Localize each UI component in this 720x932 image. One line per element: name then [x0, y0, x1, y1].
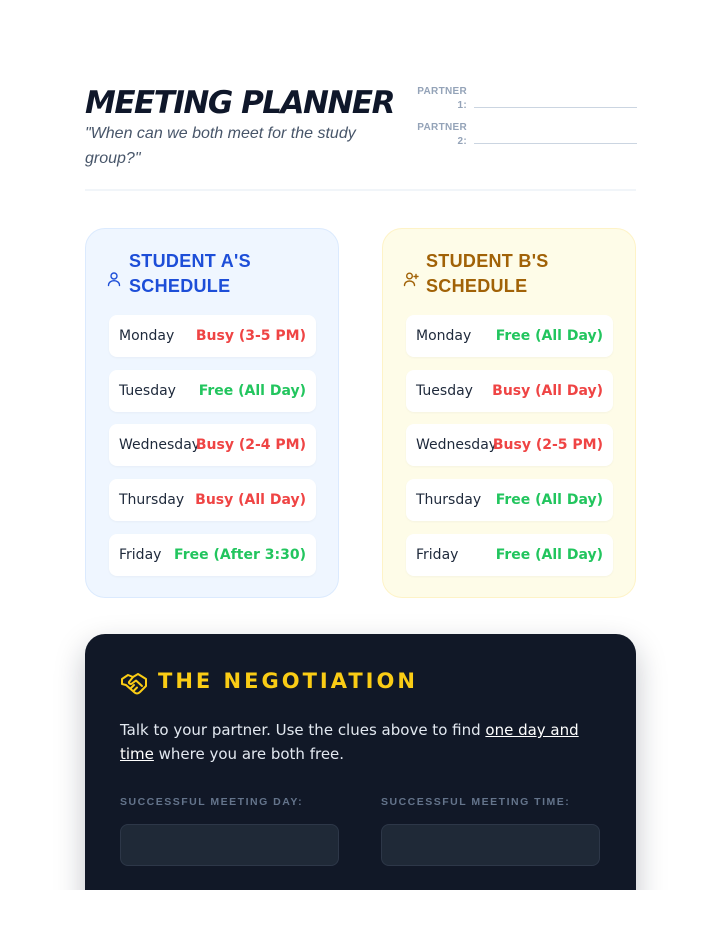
- instructions-text-end: where you are both free.: [153, 745, 345, 763]
- partner-1-label: PARTNER 1:: [417, 86, 467, 111]
- day-label: Wednesday: [119, 437, 201, 454]
- schedule-row-tuesday: [109, 370, 316, 412]
- student-b-rows: [406, 315, 613, 588]
- student-a-header: [106, 249, 328, 303]
- student-a-title: STUDENT A'S SCHEDULE: [129, 251, 251, 296]
- student-b-header: [403, 249, 625, 303]
- meeting-day-label: SUCCESSFUL MEETING DAY:: [120, 796, 304, 808]
- schedule-row-friday: [406, 534, 613, 576]
- schedule-row-tuesday: [406, 370, 613, 412]
- page-subtitle: "When can we both meet for the study group?": [85, 125, 356, 167]
- schedule-row-thursday: [109, 479, 316, 521]
- day-label: Monday: [416, 328, 472, 344]
- student-a-schedule-card: [85, 228, 339, 598]
- schedule-row-monday: [109, 315, 316, 357]
- day-label: Wednesday: [416, 437, 498, 454]
- user-plus-icon: [403, 271, 419, 287]
- day-label: Friday: [416, 546, 459, 563]
- schedule-row-wednesday: [406, 424, 613, 466]
- partner-1-line[interactable]: [474, 107, 637, 108]
- negotiation-instructions: [120, 718, 610, 766]
- day-label: Thursday: [416, 492, 482, 509]
- status-badge: Free (After 3:30): [174, 546, 306, 563]
- day-label: Friday: [119, 546, 162, 563]
- meeting-day-input[interactable]: [120, 824, 339, 866]
- status-badge: Busy (All Day): [195, 492, 306, 509]
- partner-2-label: PARTNER 2:: [417, 122, 467, 147]
- day-label: Monday: [119, 328, 175, 344]
- page-title: MEETING PLANNER: [85, 85, 394, 121]
- schedule-row-monday: [406, 315, 613, 357]
- status-badge: Busy (All Day): [492, 382, 603, 399]
- user-icon: [106, 271, 122, 287]
- status-badge: Free (All Day): [495, 546, 603, 563]
- handshake-icon: [120, 671, 148, 697]
- status-badge: Busy (3-5 PM): [195, 328, 306, 344]
- status-badge: Busy (2-5 PM): [492, 437, 603, 454]
- student-b-title: STUDENT B'S SCHEDULE: [426, 251, 549, 296]
- schedule-row-friday: [109, 534, 316, 576]
- status-badge: Free (All Day): [198, 382, 306, 399]
- schedule-row-thursday: [406, 479, 613, 521]
- schedule-row-wednesday: [109, 424, 316, 466]
- meeting-time-input[interactable]: [381, 824, 600, 866]
- partner-1-field[interactable]: [417, 85, 637, 113]
- page-bottom-edge: [0, 890, 720, 932]
- negotiation-panel: [85, 634, 636, 932]
- negotiation-title: THE NEGOTIATION: [158, 669, 418, 693]
- partner-2-line[interactable]: [474, 143, 637, 144]
- instructions-text-start: Talk to your partner. Use the clues above to find: [120, 721, 486, 739]
- student-b-schedule-card: [382, 228, 636, 598]
- student-a-rows: [109, 315, 316, 588]
- day-label: Thursday: [119, 492, 185, 509]
- status-badge: Free (All Day): [495, 492, 603, 509]
- status-badge: Busy (2-4 PM): [195, 437, 306, 454]
- instructions-emphasis: one day and time: [120, 721, 579, 763]
- page-header: [85, 85, 636, 191]
- day-label: Tuesday: [416, 382, 473, 399]
- status-badge: Free (All Day): [495, 328, 603, 344]
- day-label: Tuesday: [119, 382, 176, 399]
- partner-2-field[interactable]: [417, 121, 637, 149]
- meeting-time-label: SUCCESSFUL MEETING TIME:: [381, 796, 571, 808]
